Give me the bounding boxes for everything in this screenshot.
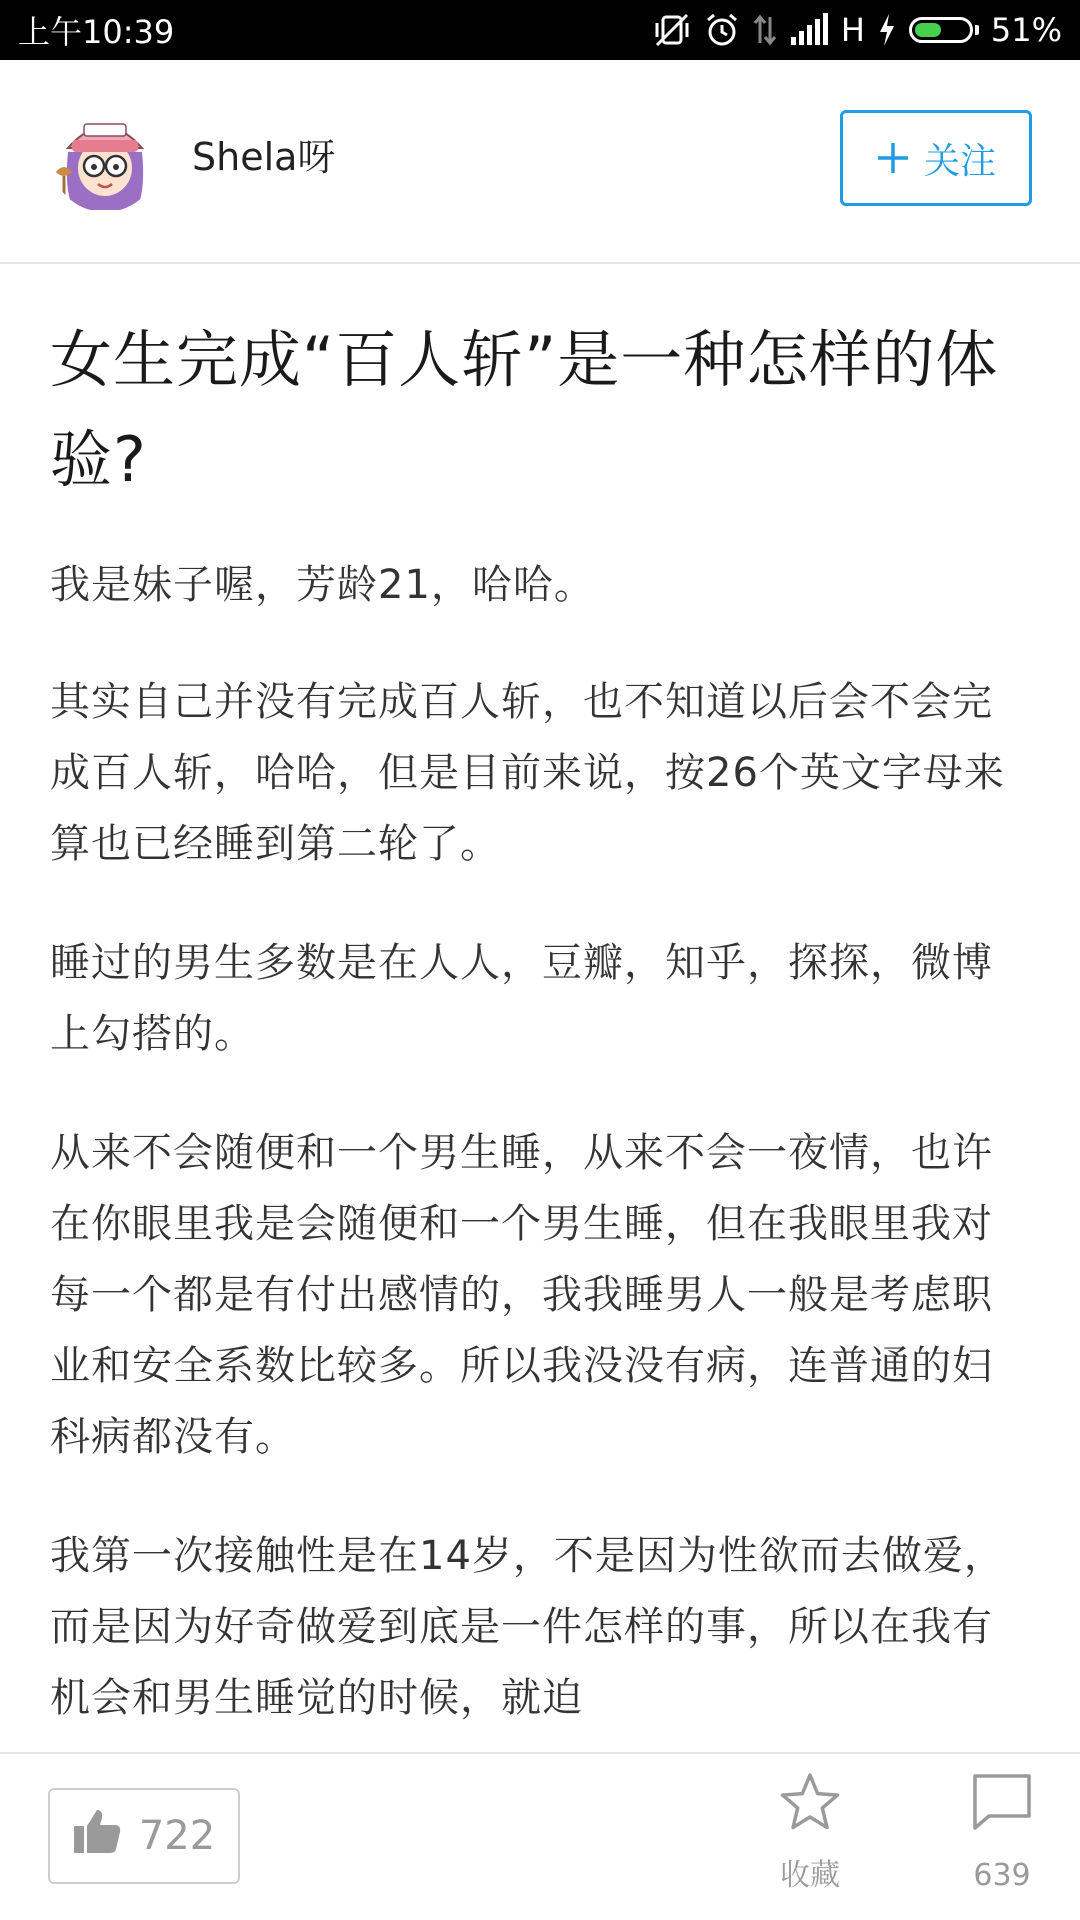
star-icon [779,1772,841,1840]
battery-percent: 51% [990,11,1062,49]
like-button[interactable] [48,1788,240,1884]
article-paragraph: 我是妹子喔，芳龄21，哈哈。 [50,562,595,608]
battery-icon [909,17,979,43]
network-type: H [840,11,865,49]
article-paragraph: 从来不会随便和一个男生睡，从来不会一夜情，也许在你眼里我是会随便和一个男生睡，但在我眼里我对每一个都是有付出感情的，我我睡男人一般是考虑职业和安全系数比较多。所以我没没有病，连普通的妇科病都没有。 [50,1130,993,1460]
bottom-action-bar [0,1752,1080,1920]
comment-icon [971,1772,1033,1840]
avatar-cartoon-girl-icon [50,102,160,212]
collect-button[interactable] [750,1772,870,1912]
status-right [653,10,1062,50]
article-paragraph: 我第一次接触性是在14岁，不是因为性欲而去做爱，而是因为好奇做爱到底是一件怎样的事，所以在我有机会和男生睡觉的时候，就迫 [50,1533,1005,1721]
status-time: 上午10:39 [18,13,175,51]
author-name[interactable]: Shela呀 [192,135,336,179]
battery-fill [915,23,942,37]
alarm-icon [703,10,741,50]
article-title: 女生完成“百人斩”是一种怎样的体验? [50,323,999,496]
follow-button[interactable] [840,110,1032,206]
thumbs-up-icon [73,1808,121,1864]
avatar[interactable] [50,102,160,212]
battery-body [909,17,973,43]
author-header [0,60,1080,264]
signal-icon [789,10,829,50]
battery-tip [975,25,979,35]
article-paragraph: 其实自己并没有完成百人斩，也不知道以后会不会完成百人斩，哈哈，但是目前来说，按26个英文字母来算也已经睡到第二轮了。 [50,679,1005,867]
like-count: 722 [138,1813,216,1859]
data-transfer-icon [753,10,777,50]
comment-button[interactable] [942,1772,1062,1912]
article [50,310,1030,1734]
article-paragraph: 睡过的男生多数是在人人，豆瓣，知乎，探探，微博上勾搭的。 [50,940,993,1057]
plus-icon [876,141,910,175]
mute-vibrate-icon [653,10,691,50]
status-bar [0,0,1080,60]
comment-count: 639 [973,1858,1031,1893]
charging-icon [877,10,897,50]
status-left [18,7,174,53]
follow-label: 关注 [923,140,996,182]
collect-label: 收藏 [780,1858,840,1893]
